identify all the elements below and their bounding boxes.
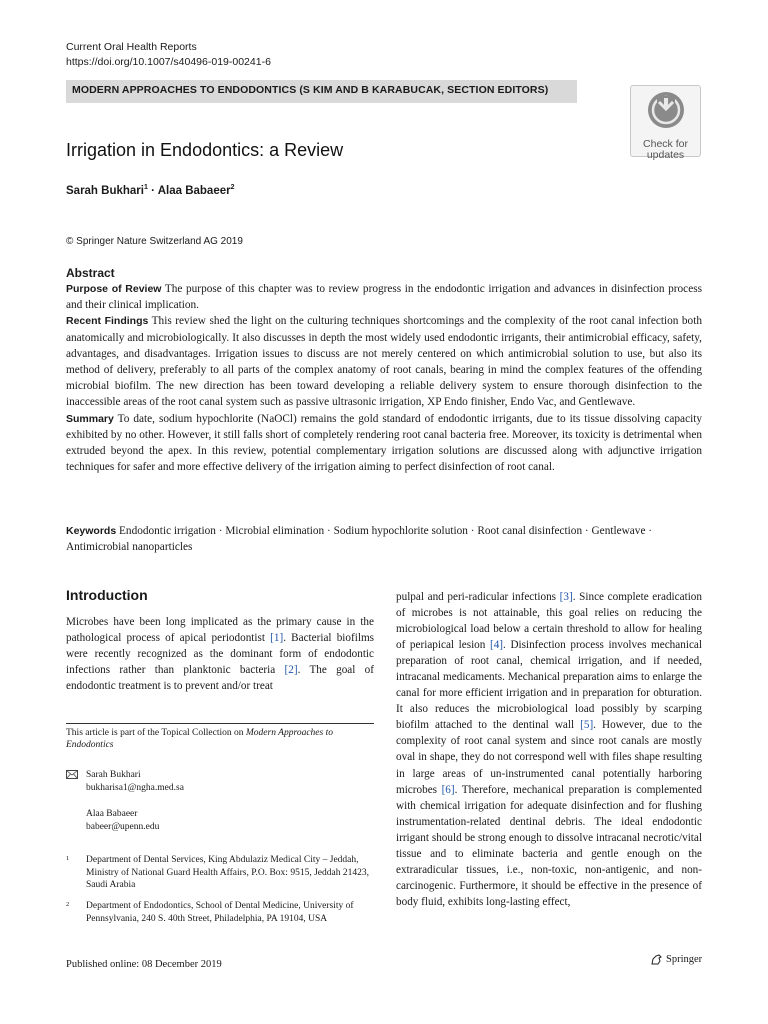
copyright-line — [66, 236, 243, 247]
introduction-heading: Introduction — [66, 587, 148, 603]
corresponding-contacts — [86, 769, 374, 833]
summary-text: To date, sodium hypochlorite (NaOCl) remains the gold standard of endodontic irrigants, due to its tissue dissolving capacity exhibited by no other. However, it still falls short of completely rendering root canal bacteria free. Moreover, its toxicity is detrimental when extruded beyond the apex. In this review, potential complementary irrigation solutions are discussed along with adjunctive irrigation techniques for safer and more effective delivery of the irrigation aiming to perfect disinfection of root canal. — [66, 412, 703, 474]
envelope-icon — [66, 770, 78, 779]
intro-text: . However, due to the complexity of root canal system and since root canals are mostly oval in shape, they do not correspond well with files shape resulting in large areas of un-instrumented canal potentially harboring microbes — [396, 719, 703, 796]
affiliation-number: 1 — [66, 855, 70, 862]
citation-link[interactable]: [6] — [441, 783, 455, 796]
check-for-updates-label-1: Check for — [643, 138, 688, 150]
publisher-logo — [650, 953, 702, 966]
intro-text: . The goal of endodontic treatment is to prevent and/or treat — [66, 664, 374, 693]
author-separator: · — [151, 184, 155, 197]
author-affil-number: 1 — [143, 184, 148, 191]
check-for-updates-label-2: updates — [646, 149, 685, 161]
intro-text: Microbes have been long implicated as the primary cause in the pathological process of apical periodontist — [66, 616, 374, 645]
findings-text: This review shed the light on the culturing techniques shortcomings and the complexity of the root canal infection both anatomically and microbiologically. It also discusses in depth the most widely used endodontic irrigants, their antimicrobial efficacy, safety, advantages, and disadvantages. Irrigation issues to discuss are not merely centered on which antimicrobial solution to use, but also its method of delivery, preferably to all parts of the complex anatomy of root canals, bearing in mind the complex features of the offending microbial biofilm. The new direction has been toward developing a reliable delivery system to ensure thorough disinfection to the inaccessible areas of the root canal system such as passive ultrasonic irrigation, XP Endo finisher, Endo Vac, and Gentlewave. — [66, 315, 702, 409]
author-affil-number: 2 — [230, 184, 235, 191]
affiliation-2: Department of Endodontics, School of Dental Medicine, University of Pennsylvania, 240 S. 40th Street, Philadelphia, PA 19104, USA — [86, 901, 354, 924]
contact-email[interactable]: babeer@upenn.edu — [86, 821, 160, 832]
intro-right-paragraph — [396, 589, 702, 910]
intro-text: . Therefore, mechanical preparation is complemented with chemical irrigation for adequate disinfection and for flushing instrumentation-related dentinal debris. The ideal endodontic irrigant should be strong enough to dissolve intracanal necrotic/vital tissue and to eliminate bacteria and gentle enough on the extraradicular tissues, i.e., non-toxic, non-antigenic, and non-carcinogenic. Furthermore, it should be effective in the presence of body fluid, exhibits long-lasting effect, — [396, 783, 702, 908]
affiliation-1: Department of Dental Services, King Abdulaziz Medical City – Jeddah, Ministry of National Guard Health Affairs, P.O. Box: 9515, Jeddah 21423, Saudi Arabia — [86, 855, 369, 890]
intro-left-paragraph — [66, 614, 374, 694]
section-banner: MODERN APPROACHES TO ENDODONTICS (S KIM AND B KARABUCAK, SECTION EDITORS) — [66, 80, 577, 103]
check-for-updates-icon — [645, 90, 687, 130]
purpose-label: Purpose of Review — [66, 283, 162, 295]
intro-text: . Since complete eradication of microbes is not attainable, this goal relies on reducing the microbiological load below a certain threshold to allow for healing of periapical lesion — [396, 591, 702, 652]
check-for-updates-badge[interactable] — [630, 85, 701, 161]
author-name[interactable]: Alaa Babaeer — [157, 184, 231, 197]
abstract-body — [66, 281, 702, 475]
citation-link[interactable]: [5] — [580, 719, 594, 732]
author-name[interactable]: Sarah Bukhari — [66, 184, 144, 197]
collection-note-text: This article is part of the Topical Collection on — [66, 728, 246, 738]
abstract-heading: Abstract — [66, 266, 115, 280]
keywords — [66, 523, 702, 555]
purpose-text: The purpose of this chapter was to review progress in the endodontic irrigation and advances in disinfection process and their clinical implication. — [66, 283, 702, 312]
copyright-text: Springer Nature Switzerland AG 2019 — [76, 236, 243, 247]
intro-text: . Disinfection process involves mechanical preparation of root canal, chemical irrigation, and if needed, intracanal medicaments. Mechanical preparation aims to enlarge the canal for more efficient irrigation and in preparation for obturation. It also reduces the microbiological load possibly by scarping biofilm attached to the dentinal wall — [396, 639, 702, 732]
citation-link[interactable]: [1] — [270, 632, 284, 645]
doi-link[interactable]: https://doi.org/10.1007/s40496-019-00241-6 — [66, 56, 271, 68]
author-list — [66, 184, 235, 197]
abstract-findings — [66, 313, 702, 410]
abstract-summary — [66, 411, 702, 476]
abstract-purpose — [66, 281, 702, 313]
contact-name: Alaa Babaeer — [86, 809, 138, 819]
collection-name: Modern Approaches to Endodontics — [66, 728, 333, 750]
journal-header — [66, 40, 271, 70]
citation-link[interactable]: [4] — [489, 639, 504, 652]
affiliation-number: 2 — [66, 901, 70, 908]
findings-label: Recent Findings — [66, 315, 149, 328]
keywords-label: Keywords — [66, 525, 117, 537]
contact-name: Sarah Bukhari — [86, 770, 141, 780]
contact-email[interactable]: bukharisa1@ngha.med.sa — [86, 782, 184, 793]
article-title: Irrigation in Endodontics: a Review — [66, 140, 344, 160]
citation-link[interactable]: [2] — [284, 664, 298, 677]
intro-text: pulpal and peri-radicular infections — [396, 591, 560, 603]
collection-note — [66, 727, 374, 751]
footnote-divider — [66, 723, 374, 724]
intro-text: . Bacterial biofilms were recently recognized as the dominant form of endodontic infections rather than planktonic bacteria — [66, 632, 374, 677]
copyright-icon: © — [66, 236, 74, 247]
keywords-text: Endodontic irrigation · Microbial elimination · Sodium hypochlorite solution · Root canal disinfection · Gentlewave · Antimicrobial nanoparticles — [66, 525, 653, 554]
published-date: Published online: 08 December 2019 — [66, 959, 222, 970]
journal-name: Current Oral Health Reports — [66, 41, 197, 53]
citation-link[interactable]: [3] — [559, 591, 573, 603]
springer-horse-icon — [650, 953, 663, 966]
publisher-name: Springer — [666, 954, 703, 965]
summary-label: Summary — [66, 412, 114, 425]
